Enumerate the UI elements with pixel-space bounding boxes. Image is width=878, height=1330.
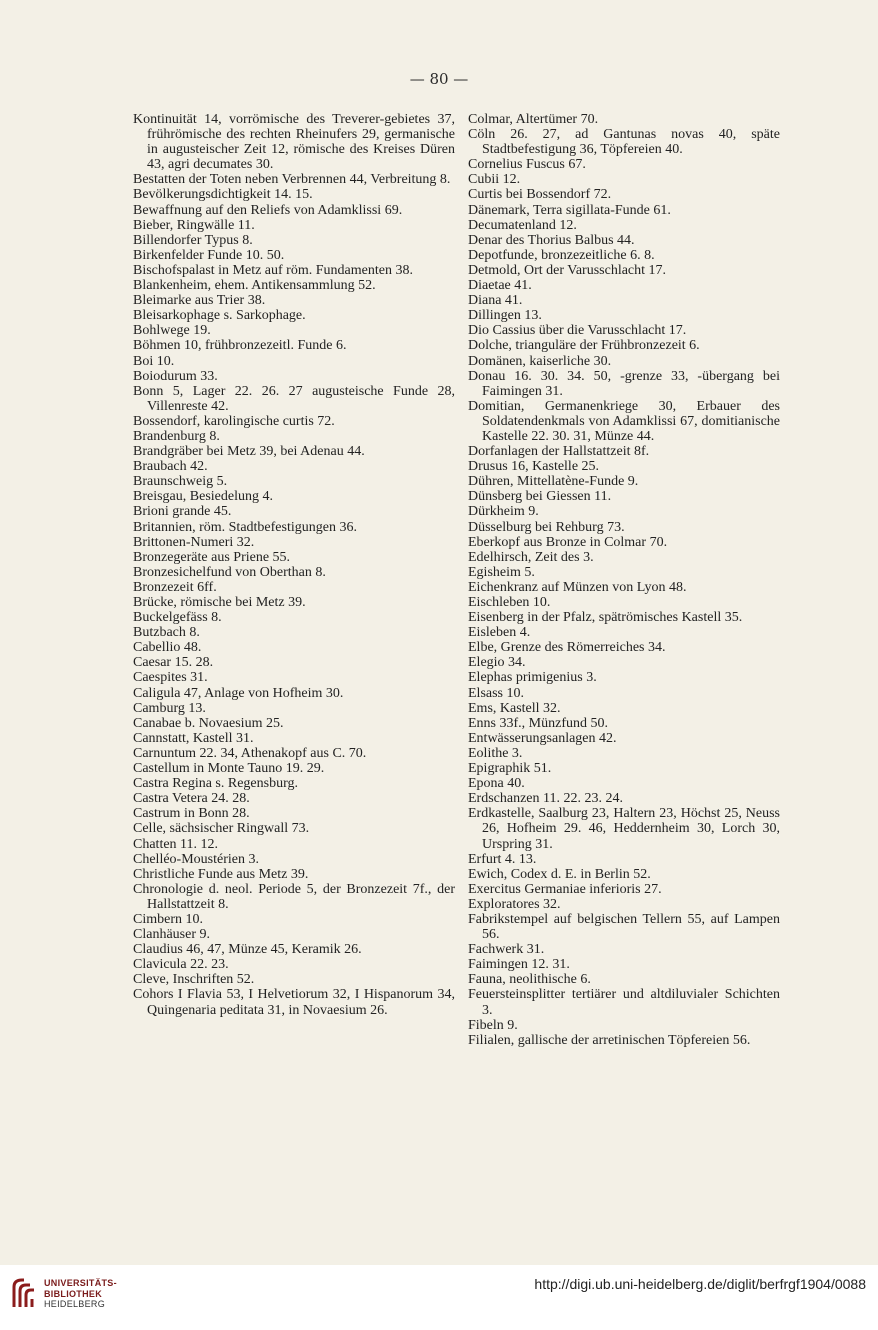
index-entry: Christliche Funde aus Metz 39. bbox=[133, 866, 309, 882]
index-entry: Blankenheim, ehem. Antikensammlung 52. bbox=[133, 278, 376, 294]
index-entry: Fachwerk 31. bbox=[468, 942, 545, 958]
index-entry: Cleve, Inschriften 52. bbox=[133, 972, 255, 988]
index-entry: Drusus 16, Kastelle 25. bbox=[468, 459, 600, 475]
index-entry: Dänemark, Terra sigillata-Funde 61. bbox=[468, 202, 671, 218]
page-number: — 80 — bbox=[409, 70, 469, 88]
index-entry: Bronzezeit 6ff. bbox=[133, 579, 217, 595]
index-entry: Bossendorf, karolingische curtis 72. bbox=[133, 413, 335, 429]
index-entry: Exercitus Germaniae inferioris 27. bbox=[468, 881, 662, 897]
index-entry: Clavicula 22. 23. bbox=[133, 957, 229, 973]
index-entry: Eisleben 4. bbox=[468, 625, 531, 641]
index-entry: Butzbach 8. bbox=[133, 625, 200, 641]
index-entry: Caesar 15. 28. bbox=[133, 655, 214, 671]
index-entry: Domänen, kaiserliche 30. bbox=[468, 353, 612, 369]
index-entry: Brioni grande 45. bbox=[133, 504, 232, 520]
index-entry: Carnuntum 22. 34, Athenakopf aus C. 70. bbox=[133, 745, 367, 761]
index-entry: Buckelgefäss 8. bbox=[133, 610, 222, 626]
index-entry: Braunschweig 5. bbox=[133, 474, 228, 490]
index-entry: Kontinuität 14, vorrömische des Treverer-gebietes 37, frührömische des rechten Rheinufers 29, germanische in augusteischer Zeit 12, römische des Kreises Düren 43, agri decumates 30. bbox=[133, 112, 455, 173]
index-entry: Bischofspalast in Metz auf röm. Fundamenten 38. bbox=[133, 262, 413, 278]
index-entry: Cornelius Fuscus 67. bbox=[468, 157, 586, 173]
index-entry: Dünsberg bei Giessen 11. bbox=[468, 489, 612, 505]
footer-bar bbox=[0, 1265, 878, 1330]
index-entry: Boi 10. bbox=[133, 353, 175, 369]
index-entry: Donau 16. 30. 34. 50, -grenze 33, -übergang bei Faimingen 31. bbox=[468, 368, 780, 399]
index-entry: Entwässerungsanlagen 42. bbox=[468, 730, 617, 746]
index-entry: Diana 41. bbox=[468, 293, 523, 309]
index-entry: Faimingen 12. 31. bbox=[468, 957, 570, 973]
index-entry: Dio Cassius über die Varusschlacht 17. bbox=[468, 323, 687, 339]
index-entry: Epigraphik 51. bbox=[468, 761, 552, 777]
index-entry: Curtis bei Bossendorf 72. bbox=[468, 187, 612, 203]
index-column-right bbox=[468, 112, 780, 1048]
index-entry: Dühren, Mittellatène-Funde 9. bbox=[468, 474, 639, 490]
index-entry: Bonn 5, Lager 22. 26. 27 augusteische Funde 28, Villenreste 42. bbox=[133, 383, 455, 414]
index-entry: Dorfanlagen der Hallstattzeit 8f. bbox=[468, 444, 650, 460]
index-entry: Exploratores 32. bbox=[468, 896, 561, 912]
index-entry: Chatten 11. 12. bbox=[133, 836, 219, 852]
index-entry: Decumatenland 12. bbox=[468, 217, 577, 233]
index-entry: Braubach 42. bbox=[133, 459, 208, 475]
index-entry: Cubii 12. bbox=[468, 172, 521, 188]
index-entry: Ems, Kastell 32. bbox=[468, 700, 561, 716]
index-entry: Chelléo-Moustérien 3. bbox=[133, 851, 259, 867]
library-line-1: UNIVERSITÄTS- bbox=[44, 1278, 117, 1288]
index-entry: Bevölkerungsdichtigkeit 14. 15. bbox=[133, 187, 313, 203]
index-entry: Eichenkranz auf Münzen von Lyon 48. bbox=[468, 579, 687, 595]
index-entry: Eberkopf aus Bronze in Colmar 70. bbox=[468, 534, 668, 550]
index-entry: Enns 33f., Münzfund 50. bbox=[468, 715, 608, 731]
index-entry: Egisheim 5. bbox=[468, 564, 535, 580]
library-line-2: BIBLIOTHEK bbox=[44, 1288, 102, 1299]
index-entry: Chronologie d. neol. Periode 5, der Bronzezeit 7f., der Hallstattzeit 8. bbox=[133, 881, 455, 912]
index-entry: Billendorfer Typus 8. bbox=[133, 232, 253, 248]
index-entry: Filialen, gallische der arretinischen Töpfereien 56. bbox=[468, 1032, 751, 1048]
index-entry: Edelhirsch, Zeit des 3. bbox=[468, 549, 594, 565]
index-entry: Birkenfelder Funde 10. 50. bbox=[133, 247, 285, 263]
index-entry: Caligula 47, Anlage von Hofheim 30. bbox=[133, 685, 344, 701]
index-entry: Dolche, trianguläre der Frühbronzezeit 6. bbox=[468, 338, 700, 354]
index-entry: Erdkastelle, Saalburg 23, Haltern 23, Höchst 25, Neuss 26, Hofheim 29. 46, Heddernheim 30, Lorch 30, Urspring 31. bbox=[468, 806, 780, 852]
index-entry: Caespites 31. bbox=[133, 670, 208, 686]
index-entry: Brandenburg 8. bbox=[133, 428, 220, 444]
index-entry: Cohors I Flavia 53, I Helvetiorum 32, I Hispanorum 34, Quingenaria peditata 31, in Novaesium 26. bbox=[133, 987, 455, 1018]
index-entry: Depotfunde, bronzezeitliche 6. 8. bbox=[468, 247, 655, 263]
index-entry: Erfurt 4. 13. bbox=[468, 851, 537, 867]
index-entry: Domitian, Germanenkriege 30, Erbauer des Soldatendenkmals von Adamklissi 67, domitianische Kastelle 22. 30. 31, Münze 44. bbox=[468, 398, 780, 444]
index-column-left bbox=[133, 112, 455, 1018]
index-entry: Böhmen 10, frühbronzezeitl. Funde 6. bbox=[133, 338, 347, 354]
library-line-3: HEIDELBERG bbox=[44, 1299, 106, 1309]
library-name[interactable] bbox=[44, 1278, 117, 1310]
index-entry: Castellum in Monte Tauno 19. 29. bbox=[133, 761, 325, 777]
index-entry: Dürkheim 9. bbox=[468, 504, 539, 520]
index-entry: Elephas primigenius 3. bbox=[468, 670, 597, 686]
index-entry: Celle, sächsischer Ringwall 73. bbox=[133, 821, 310, 837]
index-entry: Breisgau, Besiedelung 4. bbox=[133, 489, 273, 505]
index-entry: Erdschanzen 11. 22. 23. 24. bbox=[468, 791, 623, 807]
index-entry: Bleisarkophage s. Sarkophage. bbox=[133, 308, 306, 324]
index-entry: Claudius 46, 47, Münze 45, Keramik 26. bbox=[133, 942, 362, 958]
index-entry: Brittonen-Numeri 32. bbox=[133, 534, 255, 550]
permalink-url[interactable]: http://digi.ub.uni-heidelberg.de/diglit/berfrgf1904/0088 bbox=[534, 1276, 866, 1292]
index-entry: Bronzegeräte aus Priene 55. bbox=[133, 549, 291, 565]
index-entry: Elegio 34. bbox=[468, 655, 526, 671]
heidelberg-library-logo-icon[interactable] bbox=[10, 1277, 38, 1311]
index-entry: Bohlwege 19. bbox=[133, 323, 211, 339]
index-entry: Fauna, neolithische 6. bbox=[468, 972, 591, 988]
index-entry: Castra Regina s. Regensburg. bbox=[133, 776, 298, 792]
index-entry: Elsass 10. bbox=[468, 685, 524, 701]
index-entry: Clanhäuser 9. bbox=[133, 927, 210, 943]
index-entry: Diaetae 41. bbox=[468, 278, 532, 294]
index-entry: Eolithe 3. bbox=[468, 745, 523, 761]
index-entry: Cannstatt, Kastell 31. bbox=[133, 730, 254, 746]
index-entry: Denar des Thorius Balbus 44. bbox=[468, 232, 635, 248]
index-entry: Brücke, römische bei Metz 39. bbox=[133, 595, 306, 610]
index-entry: Canabae b. Novaesium 25. bbox=[133, 715, 284, 731]
index-entry: Eischleben 10. bbox=[468, 595, 551, 610]
index-entry: Boiodurum 33. bbox=[133, 368, 218, 384]
index-entry: Britannien, röm. Stadtbefestigungen 36. bbox=[133, 519, 357, 535]
index-entry: Dillingen 13. bbox=[468, 308, 542, 324]
index-entry: Castra Vetera 24. 28. bbox=[133, 791, 250, 807]
index-entry: Brandgräber bei Metz 39, bei Adenau 44. bbox=[133, 444, 365, 460]
index-entry: Elbe, Grenze des Römerreiches 34. bbox=[468, 640, 666, 656]
index-entry: Fibeln 9. bbox=[468, 1017, 518, 1033]
index-entry: Detmold, Ort der Varusschlacht 17. bbox=[468, 262, 667, 278]
index-entry: Fabrikstempel auf belgischen Tellern 55, auf Lampen 56. bbox=[468, 911, 780, 943]
index-entry: Ewich, Codex d. E. in Berlin 52. bbox=[468, 866, 651, 882]
index-entry: Feuersteinsplitter tertiärer und altdiluvialer Schichten 3. bbox=[468, 987, 780, 1018]
index-entry: Epona 40. bbox=[468, 776, 525, 792]
index-entry: Eisenberg in der Pfalz, spätrömisches Kastell 35. bbox=[468, 610, 743, 626]
index-entry: Castrum in Bonn 28. bbox=[133, 806, 250, 822]
index-entry: Cimbern 10. bbox=[133, 911, 203, 927]
index-entry: Bieber, Ringwälle 11. bbox=[133, 217, 255, 233]
index-entry: Camburg 13. bbox=[133, 700, 206, 716]
index-entry: Bestatten der Toten neben Verbrennen 44, Verbreitung 8. bbox=[133, 172, 451, 188]
index-entry: Cöln 26. 27, ad Gantunas novas 40, späte Stadtbefestigung 36, Töpfereien 40. bbox=[468, 127, 780, 158]
index-entry: Düsselburg bei Rehburg 73. bbox=[468, 519, 625, 535]
index-entry: Bleimarke aus Trier 38. bbox=[133, 293, 266, 309]
index-entry: Cabellio 48. bbox=[133, 640, 202, 656]
index-entry: Colmar, Altertümer 70. bbox=[468, 112, 599, 127]
index-entry: Bronzesichelfund von Oberthan 8. bbox=[133, 564, 326, 580]
index-entry: Bewaffnung auf den Reliefs von Adamklissi 69. bbox=[133, 202, 403, 218]
